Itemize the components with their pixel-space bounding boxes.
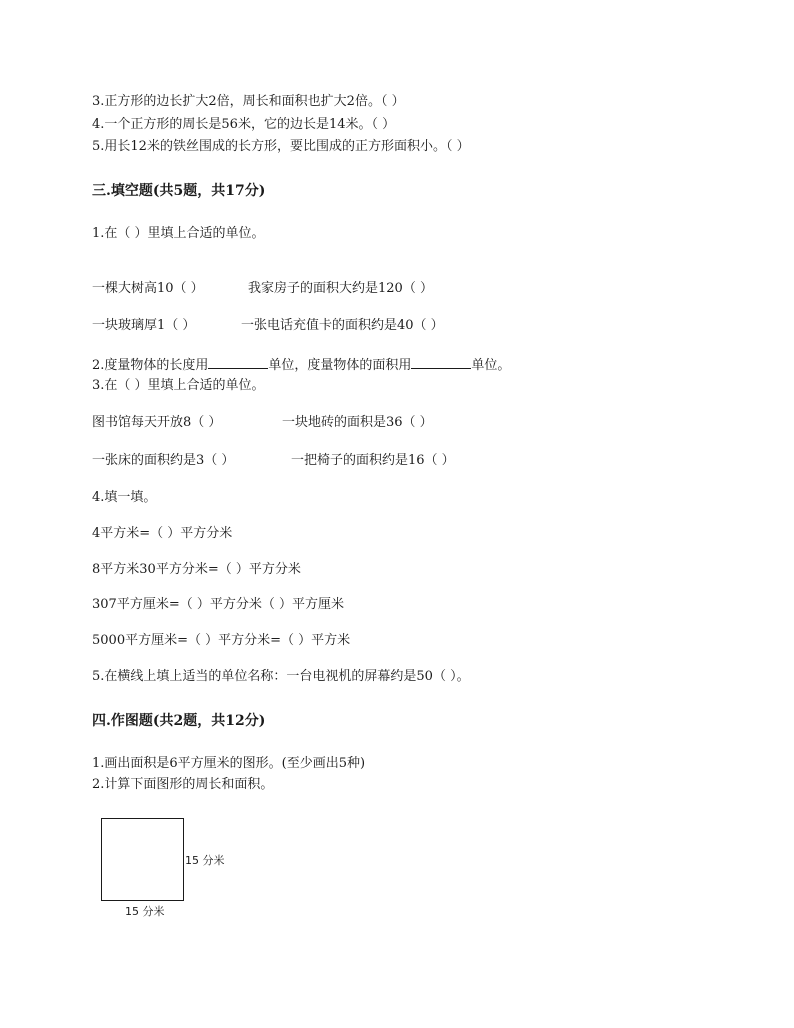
- fill-question-1: 1.在（ ）里填上合适的单位。: [92, 226, 265, 241]
- figure-side-label: 15 分米: [185, 854, 225, 867]
- judge-question-4: 4.一个正方形的周长是56米，它的边长是14米。（ ）: [92, 117, 396, 132]
- fill-question-2: [92, 356, 510, 375]
- answer-blank: [411, 356, 471, 369]
- fill-question-2-text-2: 单位，度量物体的面积用: [268, 358, 412, 373]
- fill-question-1-item-c: 一块玻璃厚1（ ）: [92, 318, 196, 333]
- section-4-heading: 四.作图题(共2题，共12分): [92, 713, 266, 729]
- fill-question-3-item-d: 一把椅子的面积约是16（ ）: [291, 453, 455, 468]
- drawing-question-2: 2.计算下面图形的周长和面积。: [92, 777, 274, 792]
- fill-question-4-item-c: 307平方厘米=（ ）平方分米（ ）平方厘米: [92, 597, 344, 612]
- section-3-heading: 三.填空题(共5题，共17分): [92, 183, 266, 199]
- square-figure: [101, 818, 184, 901]
- fill-question-4-item-d: 5000平方厘米=（ ）平方分米=（ ）平方米: [92, 633, 351, 648]
- judge-question-5: 5.用长12米的铁丝围成的长方形，要比围成的正方形面积小。（ ）: [92, 139, 470, 154]
- fill-question-3-item-b: 一块地砖的面积是36（ ）: [282, 415, 433, 430]
- figure-bottom-label: 15 分米: [125, 905, 165, 918]
- fill-question-1-item-a: 一棵大树高10（ ）: [92, 281, 204, 296]
- fill-question-1-item-d: 一张电话充值卡的面积约是40（ ）: [241, 318, 444, 333]
- fill-question-3-item-a: 图书馆每天开放8（ ）: [92, 415, 222, 430]
- judge-question-3: 3.正方形的边长扩大2倍，周长和面积也扩大2倍。（ ）: [92, 94, 405, 109]
- fill-question-1-item-b: 我家房子的面积大约是120（ ）: [248, 281, 433, 296]
- fill-question-2-text-1: 2.度量物体的长度用: [92, 358, 209, 373]
- drawing-question-1: 1.画出面积是6平方厘米的图形。(至少画出5种): [92, 756, 366, 771]
- fill-question-2-text-3: 单位。: [471, 358, 511, 373]
- answer-blank: [208, 356, 268, 369]
- fill-question-4-item-b: 8平方米30平方分米=（ ）平方分米: [92, 562, 301, 577]
- fill-question-5: 5.在横线上填上适当的单位名称：一台电视机的屏幕约是50（ ）。: [92, 669, 470, 684]
- fill-question-3: 3.在（ ）里填上合适的单位。: [92, 378, 265, 393]
- fill-question-4-item-a: 4平方米=（ ）平方分米: [92, 526, 233, 541]
- fill-question-3-item-c: 一张床的面积约是3（ ）: [92, 453, 235, 468]
- fill-question-4: 4.填一填。: [92, 490, 157, 505]
